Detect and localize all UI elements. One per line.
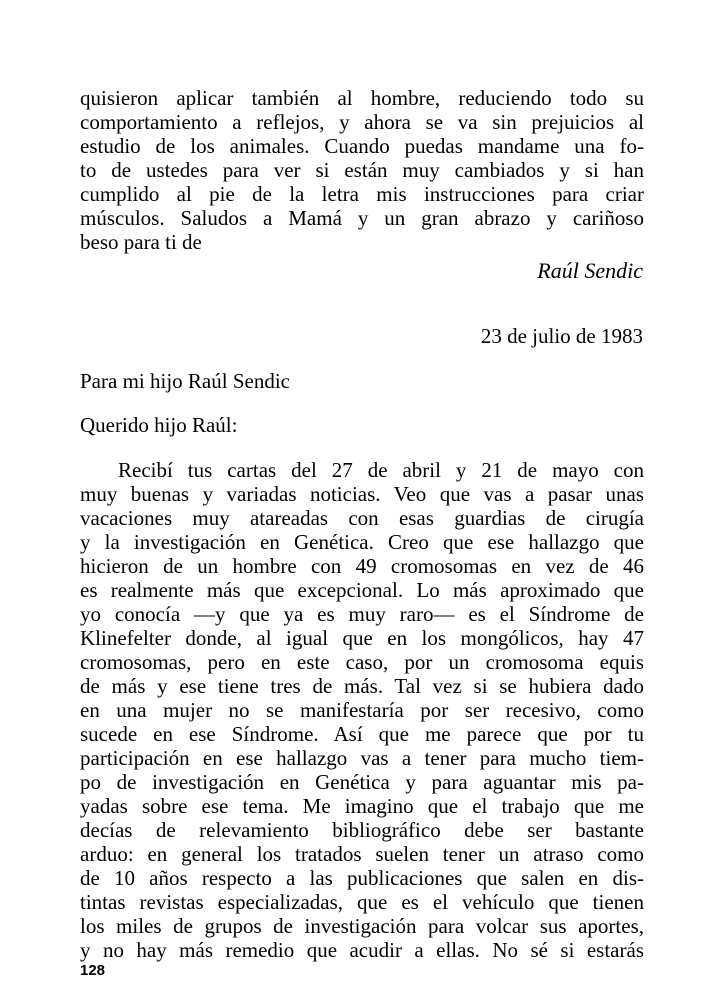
addressee: Para mi hijo Raúl Sendic (80, 369, 290, 393)
text-line: y no hay más remedio que acudir a ellas. No sé si estarás (80, 938, 644, 962)
text-line: los miles de grupos de investigación para volcar sus aportes, (80, 914, 644, 938)
letter-date: 23 de julio de 1983 (480, 324, 643, 348)
text-line: decías de relevamiento bibliográfico debe ser bastante (80, 818, 644, 842)
text-line: Klinefelter donde, al igual que en los mongólicos, hay 47 (80, 626, 644, 650)
text-line: yadas sobre ese tema. Me imagino que el trabajo que me (80, 794, 644, 818)
text-line: po de investigación en Genética y para aguantar mis pa- (80, 770, 644, 794)
text-line: muy buenas y variadas noticias. Veo que vas a pasar unas (80, 482, 644, 506)
text-line: cromosomas, pero en este caso, por un cromosoma equis (80, 650, 644, 674)
text-line: de 10 años respecto a las publicaciones que salen en dis- (80, 866, 644, 890)
text-line: vacaciones muy atareadas con esas guardias de cirugía (80, 506, 644, 530)
text-line: músculos. Saludos a Mamá y un gran abrazo y cariñoso (80, 206, 644, 230)
text-line: y la investigación en Genética. Creo que ese hallazgo que (80, 530, 644, 554)
text-line: de más y ese tiene tres de más. Tal vez si se hubiera dado (80, 674, 644, 698)
text-line: arduo: en general los tratados suelen tener un atraso como (80, 842, 644, 866)
text-line: participación en ese hallazgo vas a tener para mucho tiem- (80, 746, 644, 770)
text-line: tintas revistas especializadas, que es el vehículo que tienen (80, 890, 644, 914)
text-line: yo conocía —y que ya es muy raro— es el Síndrome de (80, 602, 644, 626)
text-line: en una mujer no se manifestaría por ser recesivo, como (80, 698, 644, 722)
text-line: es realmente más que excepcional. Lo más aproximado que (80, 578, 644, 602)
text-line: Recibí tus cartas del 27 de abril y 21 de mayo con (118, 458, 644, 482)
text-line: to de ustedes para ver si están muy cambiados y si han (80, 158, 644, 182)
text-line: hicieron de un hombre con 49 cromosomas en vez de 46 (80, 554, 644, 578)
text-line: beso para ti de (80, 230, 202, 254)
text-line: estudio de los animales. Cuando puedas mandame una fo- (80, 134, 644, 158)
text-line: quisieron aplicar también al hombre, reduciendo todo su (80, 86, 644, 110)
text-line: cumplido al pie de la letra mis instrucciones para criar (80, 182, 644, 206)
page-number: 128 (80, 962, 106, 979)
text-line: sucede en ese Síndrome. Así que me parece que por tu (80, 722, 644, 746)
signature: Raúl Sendic (537, 258, 643, 283)
text-line: comportamiento a reflejos, y ahora se va sin prejuicios al (80, 110, 644, 134)
salutation: Querido hijo Raúl: (80, 413, 238, 437)
